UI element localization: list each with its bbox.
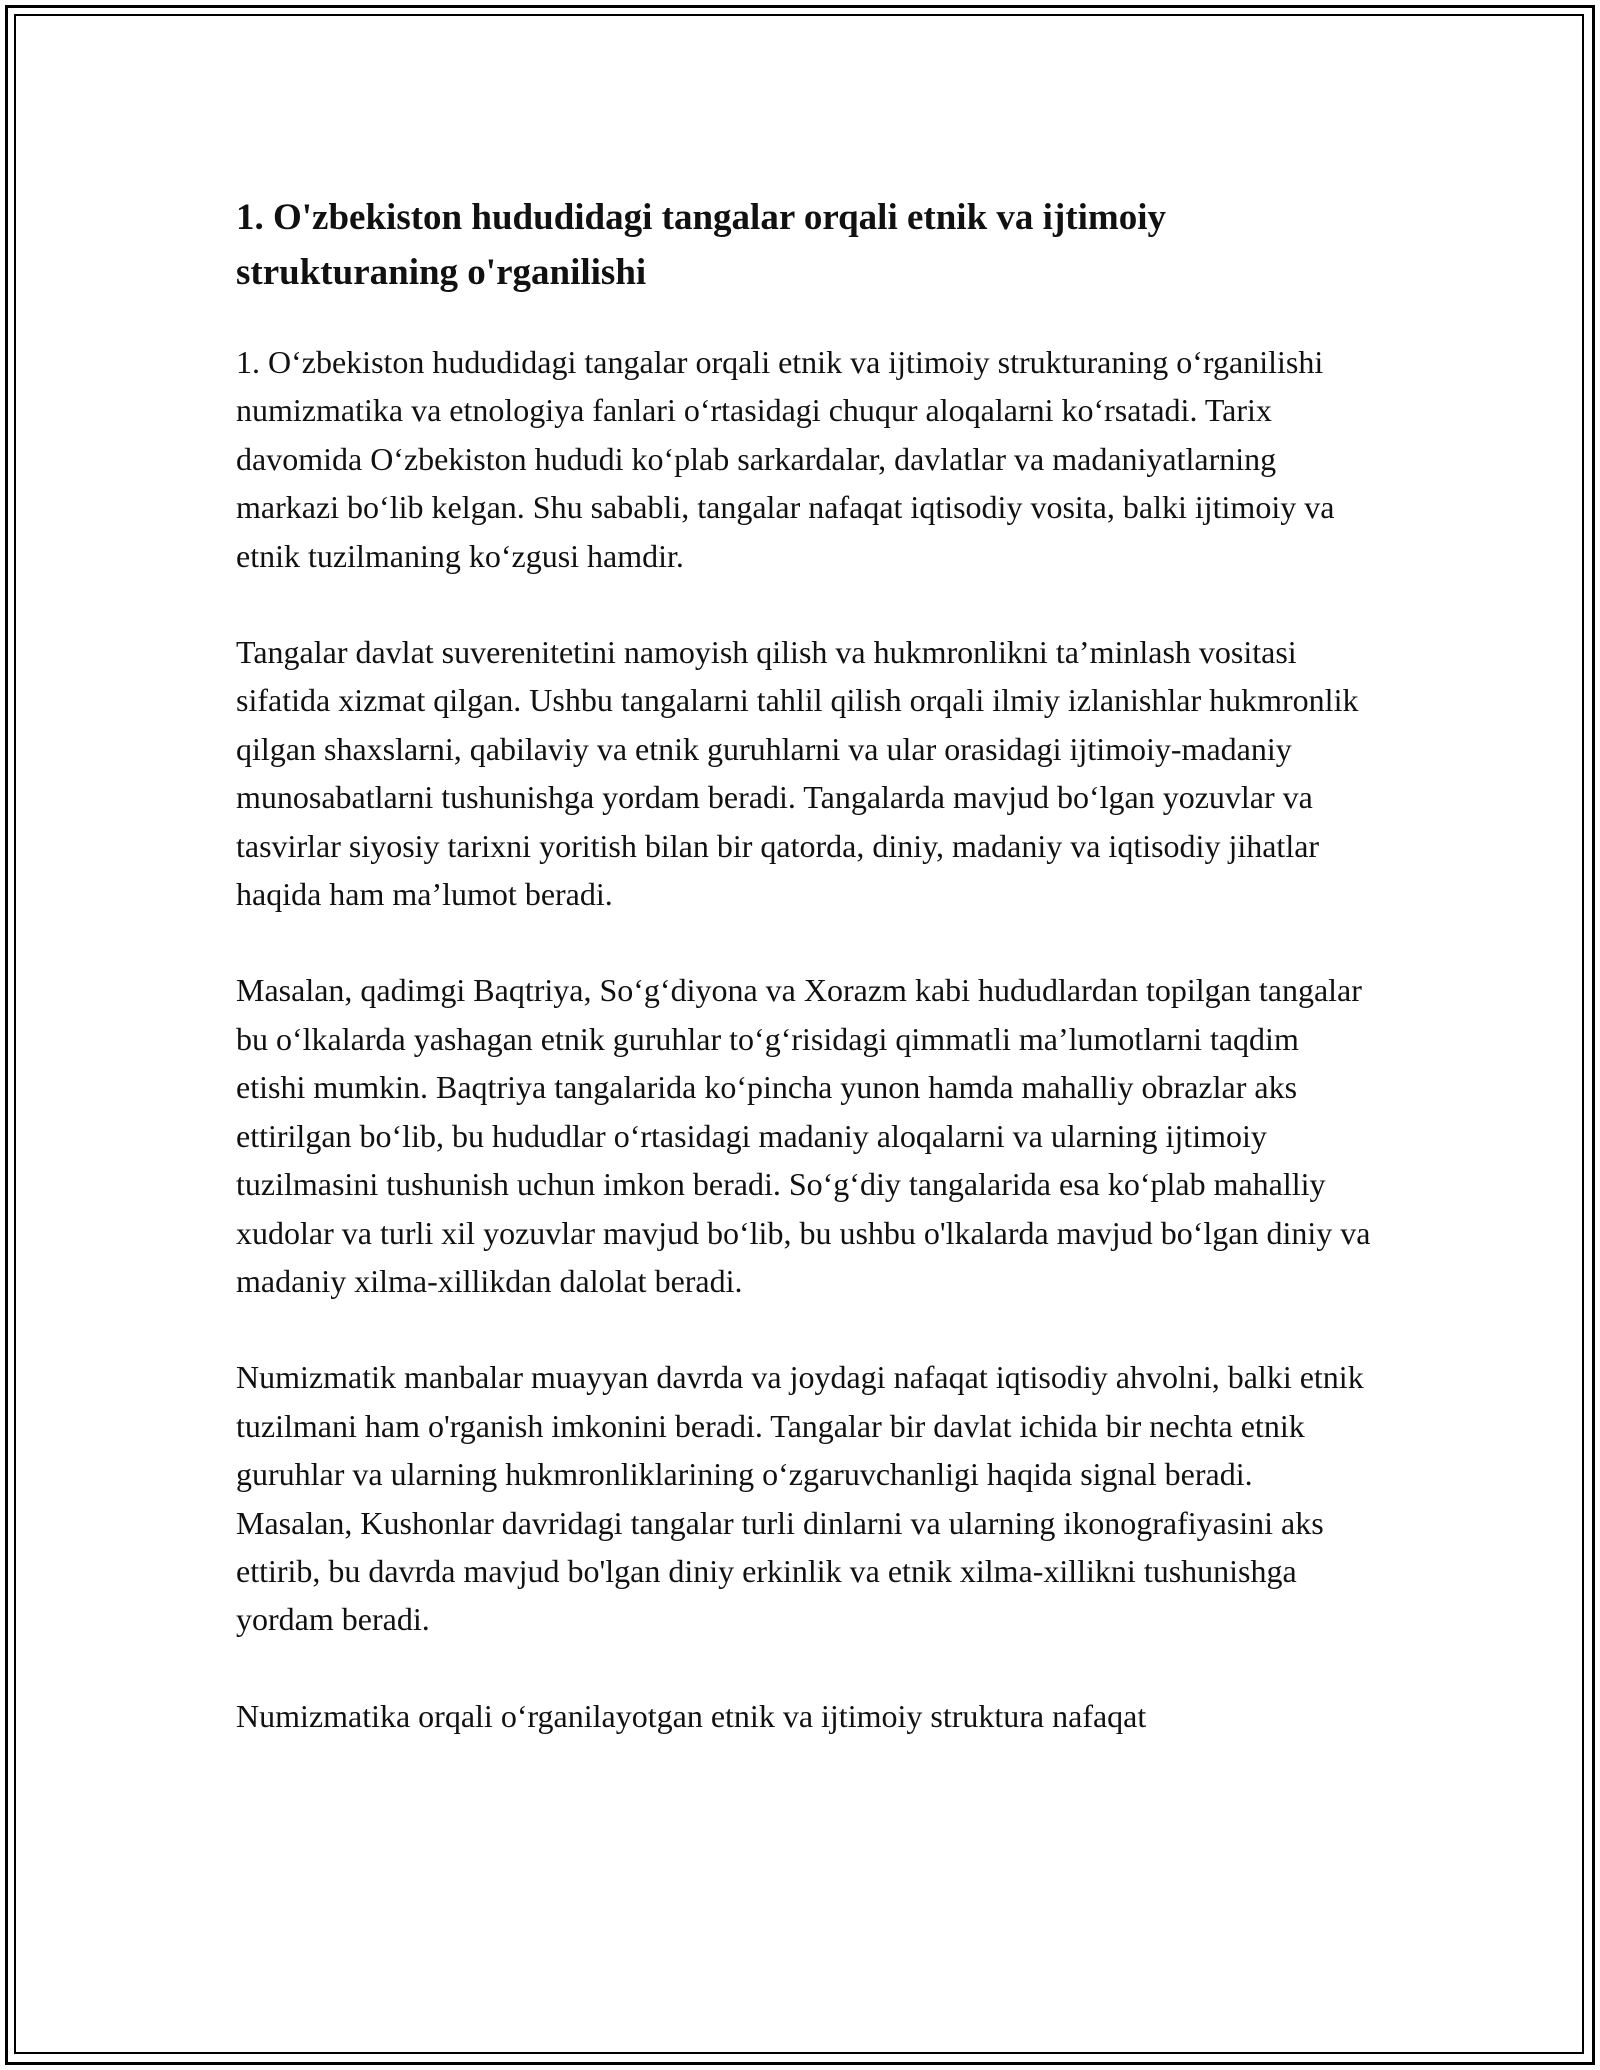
paragraph-1: 1. O‘zbekiston hududidagi tangalar orqali etnik va ijtimoiy strukturaning o‘rganilishi numizmatika va etnologiya fanlari o‘rtasidagi chuqur aloqalarni ko‘rsatadi. Tarix davomida O‘zbekiston hududi ko‘plab sarkardalar, davlatlar va madaniyatlarning markazi bo‘lib kelgan. Shu sababli, tangalar nafaqat iqtisodiy vosita, balki ijtimoiy va etnik tuzilmaning ko‘zgusi hamdir. [236, 344, 1335, 574]
paragraph-2: Tangalar davlat suverenitetini namoyish qilish va hukmronlikni ta’minlash vositasi sifatida xizmat qilgan. Ushbu tangalarni tahlil qilish orqali ilmiy izlanishlar hukmronlik qilgan shaxslarni, qabilaviy va etnik guruhlarni va ular orasidagi ijtimoiy-madaniy munosabatlarni tushunishga yordam beradi. Tangalarda mavjud bo‘lgan yozuvlar va tasvirlar siyosiy tarixni yoritish bilan bir qatorda, diniy, madaniy va iqtisodiy jihatlar haqida ham ma’lumot beradi. [236, 634, 1359, 913]
paragraph-5: Numizmatika orqali o‘rganilayotgan etnik va ijtimoiy struktura nafaqat [236, 1697, 1147, 1734]
section-heading: 1. O'zbekiston hududidagi tangalar orqali etnik va ijtimoiy strukturaning o'rganilishi [236, 197, 1166, 293]
paragraph-3: Masalan, qadimgi Baqtriya, So‘g‘diyona va Xorazm kabi hududlardan topilgan tangalar bu o‘lkalarda yashagan etnik guruhlar to‘g‘risidagi qimmatli ma’lumotlarni taqdim etishi mumkin. Baqtriya tangalarida ko‘pincha yunon hamda mahalliy obrazlar aks ettirilgan bo‘lib, bu hududlar o‘rtasidagi madaniy aloqalarni va ularning ijtimoiy tuzilmasini tushunish uchun imkon beradi. So‘g‘diy tangalarida esa ko‘plab mahalliy xudolar va turli xil yozuvlar mavjud bo‘lib, bu ushbu o'lkalarda mavjud bo‘lgan diniy va madaniy xilma-xillikdan dalolat beradi. [236, 972, 1371, 1299]
document-body [236, 190, 1376, 1788]
paragraph-4: Numizmatik manbalar muayyan davrda va joydagi nafaqat iqtisodiy ahvolni, balki etnik tuzilmani ham o'rganish imkonini beradi. Tangalar bir davlat ichida bir nechta etnik guruhlar va ularning hukmronliklarining o‘zgaruvchanligi haqida signal beradi. Masalan, Kushonlar davridagi tangalar turli dinlarni va ularning ikonografiyasini aks ettirib, bu davrda mavjud bo'lgan diniy erkinlik va etnik xilma-xillikni tushunishga yordam beradi. [236, 1359, 1364, 1638]
